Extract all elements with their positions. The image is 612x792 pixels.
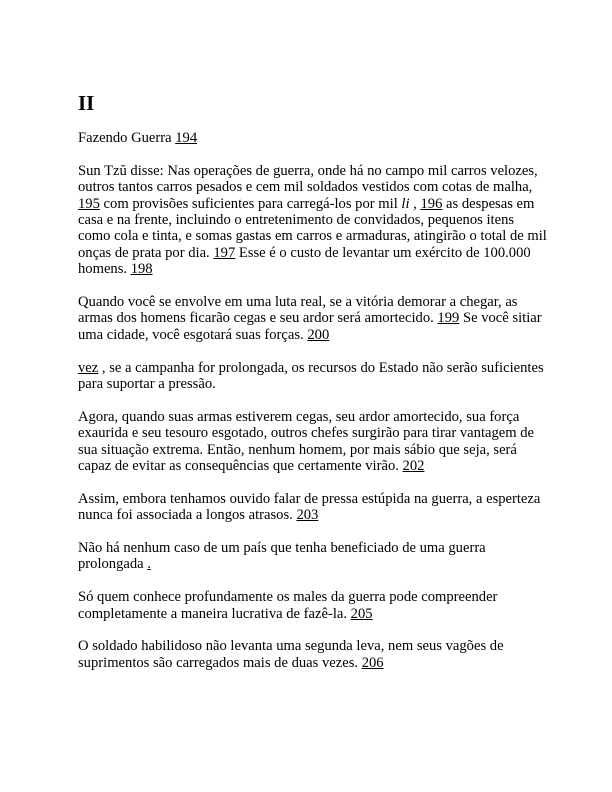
footnote-link-197[interactable]: 197 [213, 244, 236, 261]
footnote-link-period[interactable]: . [147, 556, 151, 573]
paragraph-7 [78, 589, 548, 622]
paragraph-1-text-5: Esse é o custo de levantar um exército de 100.000 homens. [78, 244, 531, 278]
document-page [78, 90, 548, 688]
paragraph-6-text-1: Não há nenhum caso de um país que tenha beneficiado de uma guerra prolongada [78, 540, 486, 573]
footnote-link-194[interactable]: 194 [175, 130, 198, 146]
italic-term-li: li [401, 195, 410, 212]
chapter-number: II [78, 91, 95, 115]
paragraph-6 [78, 540, 548, 573]
paragraph-1-text-1: Sun Tzŭ disse: Nas operações de guerra, onde há no campo mil carros velozes, outros tantos carros pesados e cem mil soldados vestidos com cotas de malha, [78, 162, 538, 196]
paragraph-2-text-2: Se você sitiar uma cidade, você esgotará suas forças. [78, 310, 542, 343]
footnote-link-195[interactable]: 195 [78, 195, 100, 212]
paragraph-8-text-1: O soldado habilidoso não levanta uma segunda leva, nem seus vagões de suprimentos são carregados mais de duas vezes. [78, 638, 504, 671]
paragraph-2-text-1: Quando você se envolve em uma luta real, se a vitória demorar a chegar, as armas dos homens ficarão cegas e seu ardor será amortecido. [78, 294, 518, 327]
footnote-link-205[interactable]: 205 [350, 605, 373, 622]
link-vez[interactable]: vez [78, 359, 99, 376]
footnote-link-198[interactable]: 198 [130, 261, 153, 278]
chapter-title-text: Fazendo Guerra [78, 130, 176, 146]
paragraph-1 [78, 163, 548, 278]
paragraph-1-text-4: as despesas em casa e na frente, incluindo o entretenimento de convidados, pequenos itens como cola e tinta, e somas gastas em carros e armaduras, atingirão o total de mil onças de prata por dia. [78, 195, 547, 261]
footnote-link-199[interactable]: 199 [437, 310, 460, 327]
paragraph-1-text-2: com provisões suficientes para carregá-los por mil [99, 195, 402, 212]
chapter-title [78, 130, 548, 146]
footnote-link-196[interactable]: 196 [420, 195, 443, 212]
paragraph-8 [78, 638, 548, 671]
paragraph-5 [78, 491, 548, 524]
footnote-link-200[interactable]: 200 [307, 326, 330, 343]
footnote-link-203[interactable]: 203 [296, 507, 319, 524]
paragraph-3-text-1: , se a campanha for prolongada, os recursos do Estado não serão suficientes para suportar a pressão. [78, 359, 544, 393]
paragraph-3 [78, 360, 548, 393]
paragraph-2 [78, 294, 548, 343]
paragraph-4-text-1: Agora, quando suas armas estiverem cegas, seu ardor amortecido, sua força exaurida e seu tesouro esgotado, outros chefes surgirão para tirar vantagem de sua situação extrema. Então, nenhum homem, por mais sábio que seja, será capaz de evitar as consequências que certamente virão. [78, 408, 535, 475]
paragraph-1-text-3: , [409, 195, 421, 212]
paragraph-7-text-1: Só quem conhece profundamente os males da guerra pode compreender completamente a maneira lucrativa de fazê-la. [78, 589, 498, 622]
paragraph-5-text-1: Assim, embora tenhamos ouvido falar de pressa estúpida na guerra, a esperteza nunca foi associada a longos atrasos. [78, 490, 541, 524]
footnote-link-206[interactable]: 206 [361, 654, 384, 671]
footnote-link-202[interactable]: 202 [402, 458, 425, 475]
paragraph-4 [78, 409, 548, 475]
